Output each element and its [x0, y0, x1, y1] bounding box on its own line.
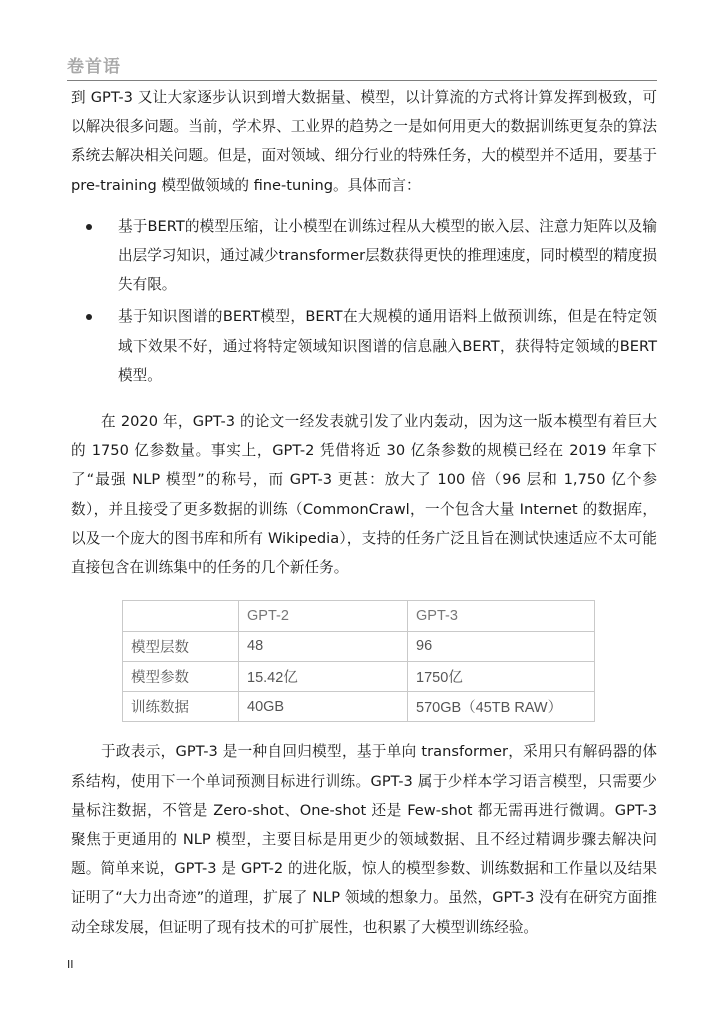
bullet-text: 基于知识图谱的BERT模型，BERT在大规模的通用语料上做预训练，但是在特定领域下效果不好，通过将特定领域知识图谱的信息融入BERT，获得特定领域的BERT模型。	[118, 308, 657, 384]
table-cell: 模型层数	[123, 631, 239, 661]
list-item	[118, 212, 657, 300]
table-cell: 48	[239, 631, 408, 661]
table-header-row	[123, 601, 595, 631]
table-header-cell: GPT-2	[239, 601, 408, 631]
bullet-text: 基于BERT的模型压缩，让小模型在训练过程从大模型的嵌入层、注意力矩阵以及输出层学习知识，通过减少transformer层数获得更快的推理速度，同时模型的精度损失有限。	[118, 217, 657, 294]
page-body	[71, 83, 657, 942]
table-cell: 570GB（45TB RAW）	[408, 692, 595, 722]
gpt-comparison-table	[122, 600, 595, 722]
table-row	[123, 692, 595, 722]
header-title: 卷首语	[67, 57, 121, 77]
table-cell: 15.42亿	[239, 661, 408, 691]
bullet-icon	[86, 314, 92, 320]
list-item	[118, 302, 657, 390]
paragraph-intro: 到 GPT-3 又让大家逐步认识到增大数据量、模型，以计算流的方式将计算发挥到极致，可以解决很多问题。当前，学术界、工业界的趋势之一是如何用更大的数据训练更复杂的算法系统去解决相关问题。但是，面对领域、细分行业的特殊任务，大的模型并不适用，要基于 pre-training 模型做领域的 fine-tuning。具体而言：	[71, 89, 657, 194]
table-cell: 模型参数	[123, 661, 239, 691]
table-cell: 96	[408, 631, 595, 661]
table-row	[123, 661, 595, 691]
table-cell: 训练数据	[123, 692, 239, 722]
bullet-list	[71, 212, 657, 390]
comparison-table-wrapper	[122, 600, 657, 722]
table-row	[123, 631, 595, 661]
table-cell: 1750亿	[408, 661, 595, 691]
paragraph-gpt3-release: 在 2020 年，GPT-3 的论文一经发表就引发了业内轰动，因为这一版本模型有着巨大的 1750 亿参数量。事实上，GPT-2 凭借将近 30 亿条参数的规模已经在 2019 年拿下了“最强 NLP 模型”的称号，而 GPT-3 更甚：放大了 100 倍（96 层和 1,750 亿个参数），并且接受了更多数据的训练（CommonCrawl，一个包含大量 Internet 的数据库，以及一个庞大的图书库和所有 Wikipedia），支持的任务广泛且旨在测试快速适应不太可能直接包含在训练集中的任务的几个新任务。	[71, 413, 657, 577]
table-cell: 40GB	[239, 692, 408, 722]
header-divider	[67, 80, 657, 81]
paragraph-gpt3-description: 于政表示，GPT-3 是一种自回归模型，基于单向 transformer，采用只有解码器的体系结构，使用下一个单词预测目标进行训练。GPT-3 属于少样本学习语言模型，只需要少量标注数据，不管是 Zero-shot、One-shot 还是 Few-shot 都无需再进行微调。GPT-3 聚焦于更通用的 NLP 模型，主要目标是用更少的领域数据、且不经过精调步骤去解决问题。简单来说，GPT-3 是 GPT-2 的进化版，惊人的模型参数、训练数据和工作量以及结果证明了“大力出奇迹”的道理，扩展了 NLP 领域的想象力。虽然，GPT-3 没有在研究方面推动全球发展，但证明了现有技术的可扩展性，也积累了大模型训练经验。	[71, 743, 657, 936]
table-header-cell	[123, 601, 239, 631]
page-number: II	[67, 958, 74, 971]
table-header-cell: GPT-3	[408, 601, 595, 631]
bullet-icon	[86, 224, 92, 230]
